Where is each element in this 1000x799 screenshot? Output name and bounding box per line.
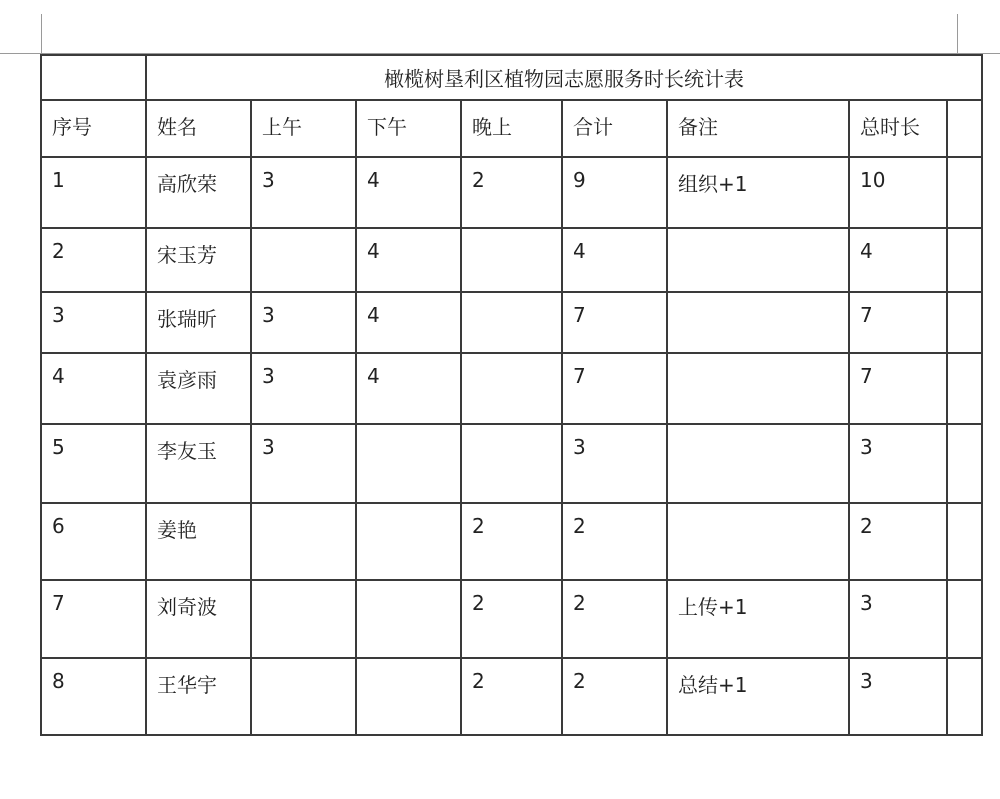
volunteer-hours-table bbox=[40, 54, 983, 736]
cell-remark[interactable] bbox=[667, 424, 849, 503]
header-cell-total-hours[interactable]: 总时长 bbox=[849, 100, 947, 157]
cell-remark[interactable] bbox=[667, 503, 849, 580]
cell-extra[interactable] bbox=[947, 292, 982, 353]
header-cell-remark[interactable]: 备注 bbox=[667, 100, 849, 157]
cell-total-hours[interactable]: 3 bbox=[849, 658, 947, 735]
table-header-row bbox=[41, 100, 982, 157]
table-row bbox=[41, 580, 982, 658]
cell-remark[interactable] bbox=[667, 292, 849, 353]
cell-extra[interactable] bbox=[947, 228, 982, 292]
cell-subtotal[interactable]: 3 bbox=[562, 424, 667, 503]
cell-afternoon[interactable]: 4 bbox=[356, 157, 461, 228]
table-row bbox=[41, 157, 982, 228]
header-cell-morning[interactable]: 上午 bbox=[251, 100, 356, 157]
cell-remark[interactable]: 上传+1 bbox=[667, 580, 849, 658]
cell-total-hours[interactable]: 3 bbox=[849, 424, 947, 503]
cell-extra[interactable] bbox=[947, 503, 982, 580]
cell-name[interactable]: 袁彦雨 bbox=[146, 353, 251, 424]
cell-index[interactable]: 2 bbox=[41, 228, 146, 292]
cell-total-hours[interactable]: 10 bbox=[849, 157, 947, 228]
cell-evening[interactable]: 2 bbox=[461, 580, 562, 658]
cell-morning[interactable]: 3 bbox=[251, 353, 356, 424]
cell-evening[interactable] bbox=[461, 424, 562, 503]
header-cell-name[interactable]: 姓名 bbox=[146, 100, 251, 157]
cell-index[interactable]: 7 bbox=[41, 580, 146, 658]
header-cell-index[interactable]: 序号 bbox=[41, 100, 146, 157]
header-cell-afternoon[interactable]: 下午 bbox=[356, 100, 461, 157]
title-blank-cell[interactable] bbox=[41, 55, 146, 100]
table-row bbox=[41, 353, 982, 424]
cell-subtotal[interactable]: 7 bbox=[562, 292, 667, 353]
cell-subtotal[interactable]: 9 bbox=[562, 157, 667, 228]
cell-evening[interactable]: 2 bbox=[461, 157, 562, 228]
cell-subtotal[interactable]: 2 bbox=[562, 658, 667, 735]
cell-total-hours[interactable]: 3 bbox=[849, 580, 947, 658]
cell-name[interactable]: 张瑞昕 bbox=[146, 292, 251, 353]
cell-evening[interactable] bbox=[461, 292, 562, 353]
cell-morning[interactable]: 3 bbox=[251, 424, 356, 503]
cell-morning[interactable] bbox=[251, 503, 356, 580]
table-row bbox=[41, 228, 982, 292]
cell-remark[interactable] bbox=[667, 228, 849, 292]
cell-extra[interactable] bbox=[947, 580, 982, 658]
cell-name[interactable]: 高欣荣 bbox=[146, 157, 251, 228]
cell-total-hours[interactable]: 2 bbox=[849, 503, 947, 580]
cell-extra[interactable] bbox=[947, 353, 982, 424]
cell-morning[interactable] bbox=[251, 658, 356, 735]
cell-afternoon[interactable] bbox=[356, 424, 461, 503]
cell-name[interactable]: 李友玉 bbox=[146, 424, 251, 503]
cell-remark[interactable]: 总结+1 bbox=[667, 658, 849, 735]
cell-evening[interactable] bbox=[461, 228, 562, 292]
cell-morning[interactable] bbox=[251, 228, 356, 292]
cell-remark[interactable] bbox=[667, 353, 849, 424]
cell-subtotal[interactable]: 4 bbox=[562, 228, 667, 292]
table-title-row bbox=[41, 55, 982, 100]
cell-index[interactable]: 4 bbox=[41, 353, 146, 424]
cell-name[interactable]: 宋玉芳 bbox=[146, 228, 251, 292]
cell-subtotal[interactable]: 7 bbox=[562, 353, 667, 424]
header-cell-subtotal[interactable]: 合计 bbox=[562, 100, 667, 157]
table-row bbox=[41, 292, 982, 353]
cell-remark[interactable]: 组织+1 bbox=[667, 157, 849, 228]
cell-morning[interactable] bbox=[251, 580, 356, 658]
header-cell-evening[interactable]: 晚上 bbox=[461, 100, 562, 157]
cell-index[interactable]: 8 bbox=[41, 658, 146, 735]
table-row bbox=[41, 503, 982, 580]
cell-evening[interactable]: 2 bbox=[461, 503, 562, 580]
cell-afternoon[interactable]: 4 bbox=[356, 228, 461, 292]
cell-morning[interactable]: 3 bbox=[251, 157, 356, 228]
header-cell-extra[interactable] bbox=[947, 100, 982, 157]
cell-total-hours[interactable]: 7 bbox=[849, 292, 947, 353]
cell-index[interactable]: 6 bbox=[41, 503, 146, 580]
cell-subtotal[interactable]: 2 bbox=[562, 580, 667, 658]
table-row bbox=[41, 424, 982, 503]
cell-morning[interactable]: 3 bbox=[251, 292, 356, 353]
cell-evening[interactable]: 2 bbox=[461, 658, 562, 735]
cell-extra[interactable] bbox=[947, 157, 982, 228]
cell-name[interactable]: 刘奇波 bbox=[146, 580, 251, 658]
cell-total-hours[interactable]: 4 bbox=[849, 228, 947, 292]
table-title[interactable]: 橄榄树垦利区植物园志愿服务时长统计表 bbox=[146, 55, 982, 100]
cell-total-hours[interactable]: 7 bbox=[849, 353, 947, 424]
cell-evening[interactable] bbox=[461, 353, 562, 424]
cell-subtotal[interactable]: 2 bbox=[562, 503, 667, 580]
cell-name[interactable]: 姜艳 bbox=[146, 503, 251, 580]
table-row bbox=[41, 658, 982, 735]
cell-afternoon[interactable]: 4 bbox=[356, 292, 461, 353]
cell-index[interactable]: 3 bbox=[41, 292, 146, 353]
cell-extra[interactable] bbox=[947, 658, 982, 735]
cell-name[interactable]: 王华宇 bbox=[146, 658, 251, 735]
cell-afternoon[interactable]: 4 bbox=[356, 353, 461, 424]
cell-afternoon[interactable] bbox=[356, 503, 461, 580]
cell-afternoon[interactable] bbox=[356, 580, 461, 658]
crop-mark-right bbox=[957, 14, 958, 54]
cell-index[interactable]: 5 bbox=[41, 424, 146, 503]
cell-extra[interactable] bbox=[947, 424, 982, 503]
cell-index[interactable]: 1 bbox=[41, 157, 146, 228]
crop-mark-left bbox=[41, 14, 42, 54]
cell-afternoon[interactable] bbox=[356, 658, 461, 735]
